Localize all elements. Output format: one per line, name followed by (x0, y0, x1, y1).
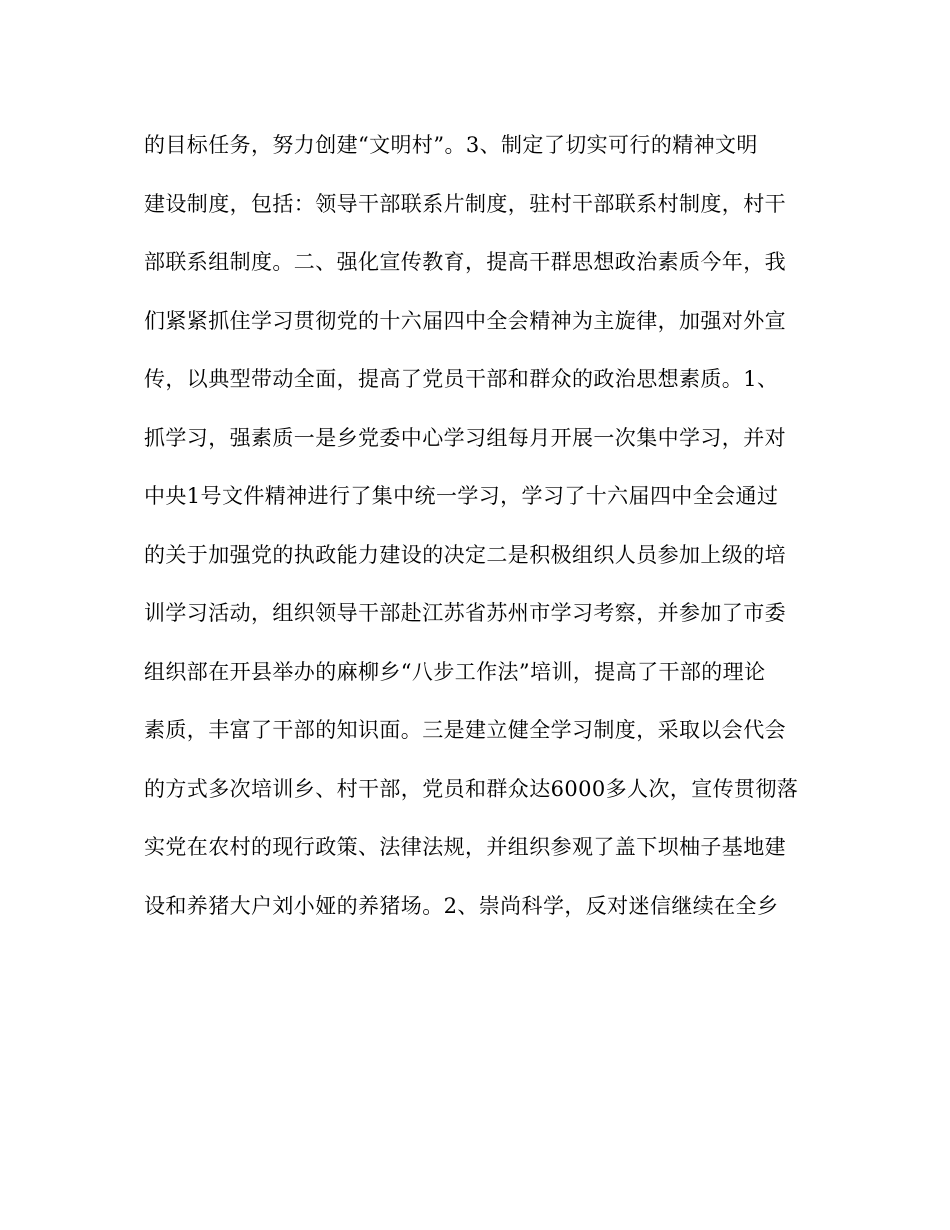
text-line: 建设制度，包括：领导干部联系片制度，驻村干部联系村制度，村干 (144, 191, 786, 216)
text-line: 组织部在开县举办的麻柳乡“八步工作法”培训，提高了干部的理论 (144, 659, 766, 684)
text-line: 设和养猪大户刘小娅的养猪场。2、崇尚科学，反对迷信继续在全乡 (144, 893, 779, 918)
text-line: 素质，丰富了干部的知识面。三是建立健全学习制度，采取以会代会 (144, 718, 786, 742)
text-line: 的关于加强党的执政能力建设的决定二是积极组织人员参加上级的培 (144, 542, 786, 567)
text-line: 的目标任务，努力创建“文明村”。3、制定了切实可行的精神文明 (144, 133, 758, 157)
text-line: 的方式多次培训乡、村干部，党员和群众达6000多人次，宣传贯彻落 (144, 776, 799, 801)
text-line: 中央1号文件精神进行了集中统一学习，学习了十六届四中全会通过 (144, 484, 779, 508)
text-line: 实党在农村的现行政策、法律法规，并组织参观了盖下坝柚子基地建 (144, 835, 786, 859)
text-line: 传，以典型带动全面，提高了党员干部和群众的政治思想素质。1、 (144, 367, 779, 391)
text-line: 部联系组制度。二、强化宣传教育，提高干群思想政治素质今年，我 (144, 250, 786, 274)
body-text (144, 122, 824, 941)
text-line: 抓学习，强素质一是乡党委中心学习组每月开展一次集中学习，并对 (144, 425, 786, 450)
text-line: 们紧紧抓住学习贯彻党的十六届四中全会精神为主旋律，加强对外宣 (144, 308, 786, 333)
text-line: 训学习活动，组织领导干部赴江苏省苏州市学习考察，并参加了市委 (144, 601, 786, 625)
